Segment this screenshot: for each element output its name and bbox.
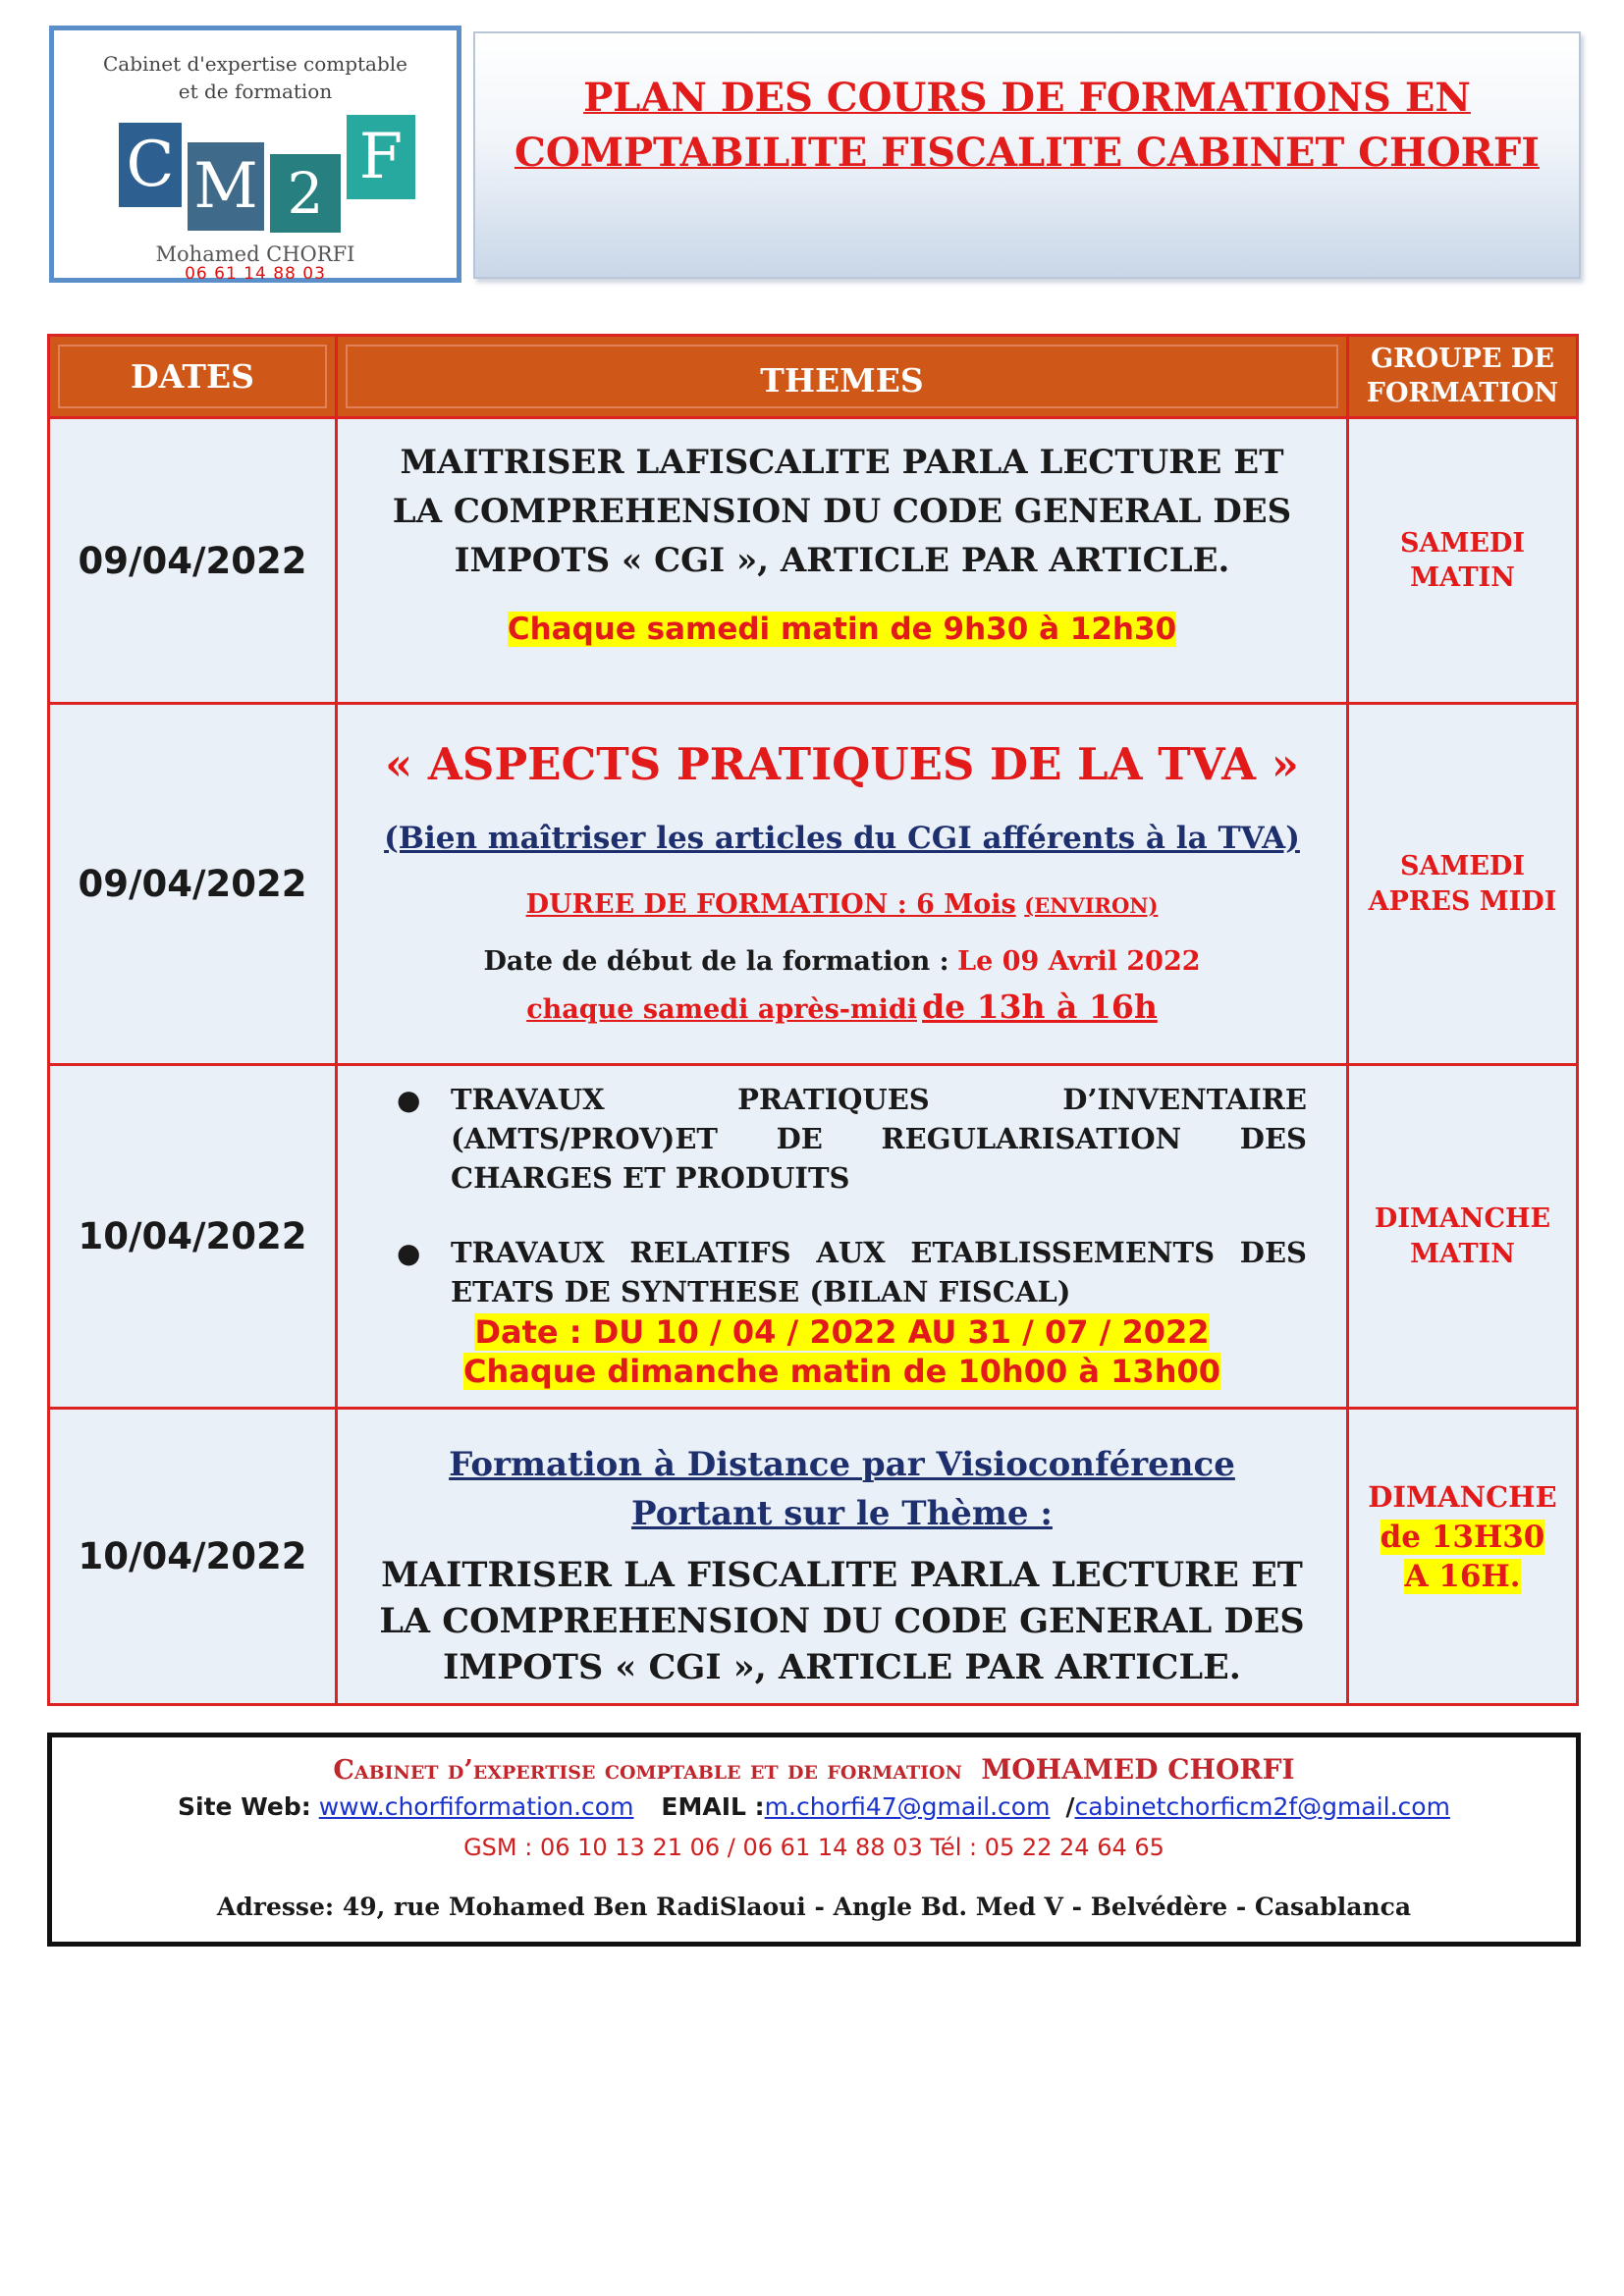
logo-tile-m: M [188,142,264,231]
title-box [473,31,1581,279]
row2-theme [338,705,1349,1063]
header-groupe-line1: GROUPE DE [1371,343,1554,374]
row3-group-line1: DIMANCHE [1374,1203,1551,1235]
row2-group [1349,705,1576,1063]
row3-schedule-highlight: Chaque dimanche matin de 10h00 à 13h00 [462,1353,1220,1390]
row1-theme-line3: IMPOTS « CGI », ARTICLE PAR ARTICLE. [454,541,1230,580]
row4-date: 10/04/2022 [50,1410,338,1703]
row2-date: 09/04/2022 [50,705,338,1063]
table-row [50,702,1576,1063]
row3-date: 10/04/2022 [50,1066,338,1407]
row3-group [1349,1066,1576,1407]
logo-tiles [119,115,413,233]
title-line-2: COMPTABILITE FISCALITE CABINET CHORFI [514,130,1541,176]
row4-theme [338,1410,1349,1703]
row2-duration-label: DUREE DE FORMATION : 6 Mois [525,889,1016,920]
table-row [50,416,1576,702]
header-dates [50,337,338,416]
row4-theme-line1: MAITRISER LA FISCALITE PARLA LECTURE ET [381,1555,1303,1595]
row3-bullet-2-icon: ● [397,1237,421,1269]
row1-group [1349,419,1576,702]
row2-start-label: Date de début de la formation : [483,946,949,977]
logo-tile-c: C [119,123,182,207]
logo-phone: 06 61 14 88 03 [185,264,326,284]
footer-contact-box [47,1733,1581,1947]
schedule-table [47,334,1579,1706]
footer-cabinet: Cabinet d’expertise comptable et de formation [333,1755,962,1786]
row2-group-line2: APRES MIDI [1368,885,1557,917]
logo-line-1: Cabinet d'expertise comptable [102,52,408,76]
row1-theme-line1: MAITRISER LAFISCALITE PARLA LECTURE ET [400,443,1284,482]
row4-group-line2: de 13H30 [1380,1520,1545,1555]
row4-theme-line2: LA COMPREHENSION DU CODE GENERAL DES [379,1601,1305,1641]
row4-intro-line1: Formation à Distance par Visioconférence [449,1445,1235,1484]
logo-name: Mohamed CHORFI [155,242,355,266]
row1-schedule-highlight: Chaque samedi matin de 9h30 à 12h30 [507,612,1177,647]
row1-group-line2: MATIN [1410,562,1515,593]
row2-duration-note: (ENVIRON) [1024,893,1159,918]
row3-bullet-1-icon: ● [397,1084,421,1116]
row4-theme-line3: IMPOTS « CGI », ARTICLE PAR ARTICLE. [443,1647,1241,1687]
row3-bullet-1: TRAVAUX PRATIQUES D’INVENTAIRE (AMTS/PROV)ET DE REGULARISATION DES CHARGES ET PRODUITS [451,1083,1307,1196]
table-row [50,1407,1576,1703]
header-groupe-line2: FORMATION [1366,377,1559,408]
row2-title: « ASPECTS PRATIQUES DE LA TVA » [385,738,1299,790]
footer-email-separator: / [1065,1792,1075,1821]
footer-email-label: EMAIL : [661,1792,765,1821]
footer-cabinet-name: MOHAMED CHORFI [981,1753,1295,1786]
header-groupe [1349,337,1576,416]
row3-date-highlight: Date : DU 10 / 04 / 2022 AU 31 / 07 / 2022 [474,1313,1210,1351]
row2-start-value: Le 09 Avril 2022 [957,946,1201,977]
title-line-1: PLAN DES COURS DE FORMATIONS EN [583,75,1471,121]
footer-phones: GSM : 06 10 13 21 06 / 06 61 14 88 03 Tél : 05 22 24 64 65 [463,1834,1164,1861]
row2-group-line1: SAMEDI [1400,851,1525,882]
logo [49,26,461,283]
row4-group-line1: DIMANCHE [1368,1480,1557,1514]
row3-group-line2: MATIN [1410,1238,1515,1269]
row1-group-line1: SAMEDI [1400,527,1525,559]
footer-email-link-2[interactable]: cabinetchorficm2f@gmail.com [1074,1792,1450,1821]
footer-address: Adresse: 49, rue Mohamed Ben RadiSlaoui - Angle Bd. Med V - Belvédère - Casablanca [216,1893,1412,1921]
logo-line-2: et de formation [178,80,333,103]
logo-tile-2: 2 [270,154,341,233]
footer-site-link[interactable]: www.chorfiformation.com [318,1792,634,1821]
row2-subtitle: (Bien maîtriser les articles du CGI afférents à la TVA) [384,821,1300,856]
row3-bullet-2: TRAVAUX RELATIFS AUX ETABLISSEMENTS DES ETATS DE SYNTHESE (BILAN FISCAL) [451,1236,1307,1309]
row2-schedule-label: chaque samedi après-midi [526,994,917,1025]
row4-intro-line2: Portant sur le Thème : [631,1494,1053,1533]
footer-email-link-1[interactable]: m.chorfi47@gmail.com [764,1792,1051,1821]
row1-theme-line2: LA COMPREHENSION DU CODE GENERAL DES [392,492,1292,531]
table-row [50,1063,1576,1407]
footer-site-label: Site Web: [178,1792,311,1821]
header-themes [338,337,1349,416]
row4-group [1349,1410,1576,1703]
logo-tile-f: F [347,115,415,199]
row2-schedule-value: de 13h à 16h [922,988,1158,1026]
header-themes-label: THEMES [760,361,924,400]
table-header [50,337,1576,416]
row3-theme [338,1066,1349,1407]
row1-date: 09/04/2022 [50,419,338,702]
row4-group-line3: A 16H. [1404,1559,1521,1594]
row1-theme [338,419,1349,702]
header-dates-label: DATES [131,357,254,396]
